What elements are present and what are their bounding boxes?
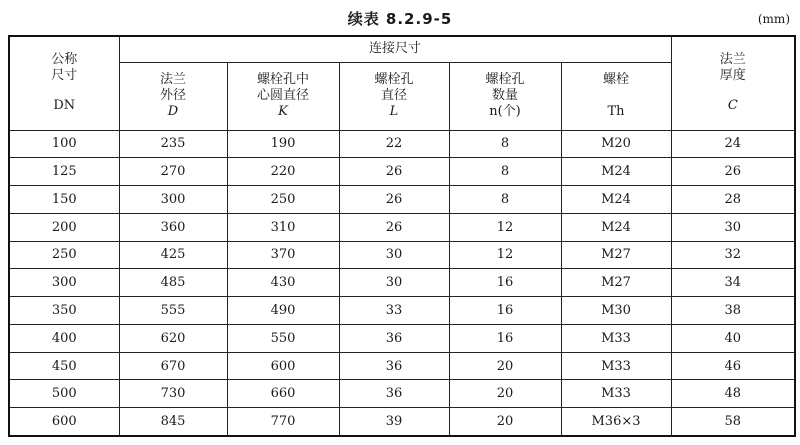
table-row (9, 130, 795, 158)
table-row (9, 186, 795, 214)
header-hole-count-line1: 螺栓孔 (485, 72, 525, 87)
cell-flange-od: 620 (119, 324, 227, 352)
table-row (9, 241, 795, 269)
table-row (9, 213, 795, 241)
header-thickness (671, 36, 795, 130)
header-bolt-line1: 螺栓 (603, 72, 630, 87)
cell-hole-dia: 36 (339, 380, 449, 408)
cell-bolt-circle: 190 (227, 130, 339, 158)
header-dn-line2: 尺寸 (51, 68, 78, 84)
cell-bolt: M24 (561, 158, 671, 186)
table-body (9, 130, 795, 436)
cell-hole-dia: 26 (339, 186, 449, 214)
cell-hole-count: 12 (449, 213, 561, 241)
cell-thickness: 34 (671, 269, 795, 297)
header-bolt-symbol: Th (607, 104, 625, 119)
cell-bolt-circle: 600 (227, 352, 339, 380)
header-bolt-circle (227, 62, 339, 130)
cell-bolt-circle: 550 (227, 324, 339, 352)
cell-thickness: 30 (671, 213, 795, 241)
table-row (9, 352, 795, 380)
header-bolt-circle-line2: 心圆直径 (256, 88, 309, 103)
cell-bolt: M20 (561, 130, 671, 158)
table-row (9, 324, 795, 352)
header-bolt-circle-symbol: K (278, 104, 288, 119)
cell-flange-od: 360 (119, 213, 227, 241)
cell-hole-count: 16 (449, 324, 561, 352)
cell-bolt: M36×3 (561, 408, 671, 436)
cell-hole-dia: 33 (339, 297, 449, 325)
cell-hole-count: 8 (449, 158, 561, 186)
cell-bolt: M27 (561, 269, 671, 297)
header-flange-od-line1: 法兰 (159, 72, 186, 87)
table-row (9, 269, 795, 297)
cell-flange-od: 485 (119, 269, 227, 297)
cell-hole-dia: 36 (339, 352, 449, 380)
header-hole-count-line2: 数量 (491, 88, 518, 103)
cell-dn: 200 (9, 213, 119, 241)
table-row (9, 158, 795, 186)
cell-flange-od: 845 (119, 408, 227, 436)
cell-dn: 600 (9, 408, 119, 436)
header-thickness-symbol: C (727, 98, 738, 114)
cell-dn: 300 (9, 269, 119, 297)
cell-flange-od: 730 (119, 380, 227, 408)
cell-dn: 150 (9, 186, 119, 214)
table-title: 续表 8.2.9-5 (347, 10, 453, 28)
cell-bolt-circle: 430 (227, 269, 339, 297)
cell-bolt: M33 (561, 352, 671, 380)
header-bolt-circle-line1: 螺栓孔中 (256, 72, 309, 87)
cell-bolt-circle: 310 (227, 213, 339, 241)
header-hole-dia-line2: 直径 (380, 88, 407, 103)
header-hole-dia-line1: 螺栓孔 (374, 72, 414, 87)
cell-dn: 100 (9, 130, 119, 158)
header-hole-dia-symbol: L (389, 104, 399, 119)
header-dn-line1: 公称 (51, 52, 78, 68)
cell-thickness: 58 (671, 408, 795, 436)
cell-thickness: 40 (671, 324, 795, 352)
header-hole-count (449, 62, 561, 130)
header-dn-symbol: DN (53, 98, 76, 114)
cell-thickness: 26 (671, 158, 795, 186)
cell-bolt: M27 (561, 241, 671, 269)
cell-flange-od: 300 (119, 186, 227, 214)
cell-thickness: 32 (671, 241, 795, 269)
cell-hole-dia: 22 (339, 130, 449, 158)
cell-bolt-circle: 370 (227, 241, 339, 269)
table-row (9, 297, 795, 325)
cell-bolt: M24 (561, 186, 671, 214)
cell-thickness: 46 (671, 352, 795, 380)
cell-thickness: 38 (671, 297, 795, 325)
header-thickness-line2: 厚度 (719, 68, 746, 84)
cell-hole-count: 12 (449, 241, 561, 269)
header-bolt (561, 62, 671, 130)
cell-flange-od: 670 (119, 352, 227, 380)
cell-bolt-circle: 490 (227, 297, 339, 325)
header-hole-dia (339, 62, 449, 130)
header-flange-od (119, 62, 227, 130)
header-flange-od-line2: 外径 (159, 88, 186, 103)
cell-hole-dia: 30 (339, 241, 449, 269)
header-connection-group: 连接尺寸 (119, 36, 671, 62)
cell-thickness: 28 (671, 186, 795, 214)
cell-hole-dia: 26 (339, 213, 449, 241)
header-flange-od-symbol: D (167, 104, 179, 119)
cell-dn: 500 (9, 380, 119, 408)
header-hole-count-symbol: n(个) (489, 104, 521, 119)
header-dn (9, 36, 119, 130)
cell-bolt-circle: 660 (227, 380, 339, 408)
cell-flange-od: 235 (119, 130, 227, 158)
cell-bolt-circle: 250 (227, 186, 339, 214)
flange-dimension-table (8, 35, 796, 437)
cell-bolt: M24 (561, 213, 671, 241)
cell-dn: 125 (9, 158, 119, 186)
header-thickness-line1: 法兰 (719, 52, 746, 68)
cell-flange-od: 555 (119, 297, 227, 325)
cell-dn: 450 (9, 352, 119, 380)
cell-dn: 250 (9, 241, 119, 269)
cell-hole-dia: 26 (339, 158, 449, 186)
cell-hole-dia: 39 (339, 408, 449, 436)
cell-hole-count: 20 (449, 408, 561, 436)
cell-bolt-circle: 770 (227, 408, 339, 436)
cell-flange-od: 270 (119, 158, 227, 186)
cell-flange-od: 425 (119, 241, 227, 269)
cell-thickness: 48 (671, 380, 795, 408)
cell-bolt: M33 (561, 324, 671, 352)
cell-bolt: M33 (561, 380, 671, 408)
cell-hole-count: 20 (449, 380, 561, 408)
cell-hole-count: 16 (449, 269, 561, 297)
cell-dn: 400 (9, 324, 119, 352)
cell-bolt: M30 (561, 297, 671, 325)
cell-thickness: 24 (671, 130, 795, 158)
cell-hole-count: 16 (449, 297, 561, 325)
unit-label: (mm) (757, 12, 790, 26)
cell-hole-count: 8 (449, 186, 561, 214)
cell-hole-count: 20 (449, 352, 561, 380)
cell-dn: 350 (9, 297, 119, 325)
cell-hole-dia: 36 (339, 324, 449, 352)
cell-hole-count: 8 (449, 130, 561, 158)
cell-bolt-circle: 220 (227, 158, 339, 186)
cell-hole-dia: 30 (339, 269, 449, 297)
table-row (9, 408, 795, 436)
table-row (9, 380, 795, 408)
